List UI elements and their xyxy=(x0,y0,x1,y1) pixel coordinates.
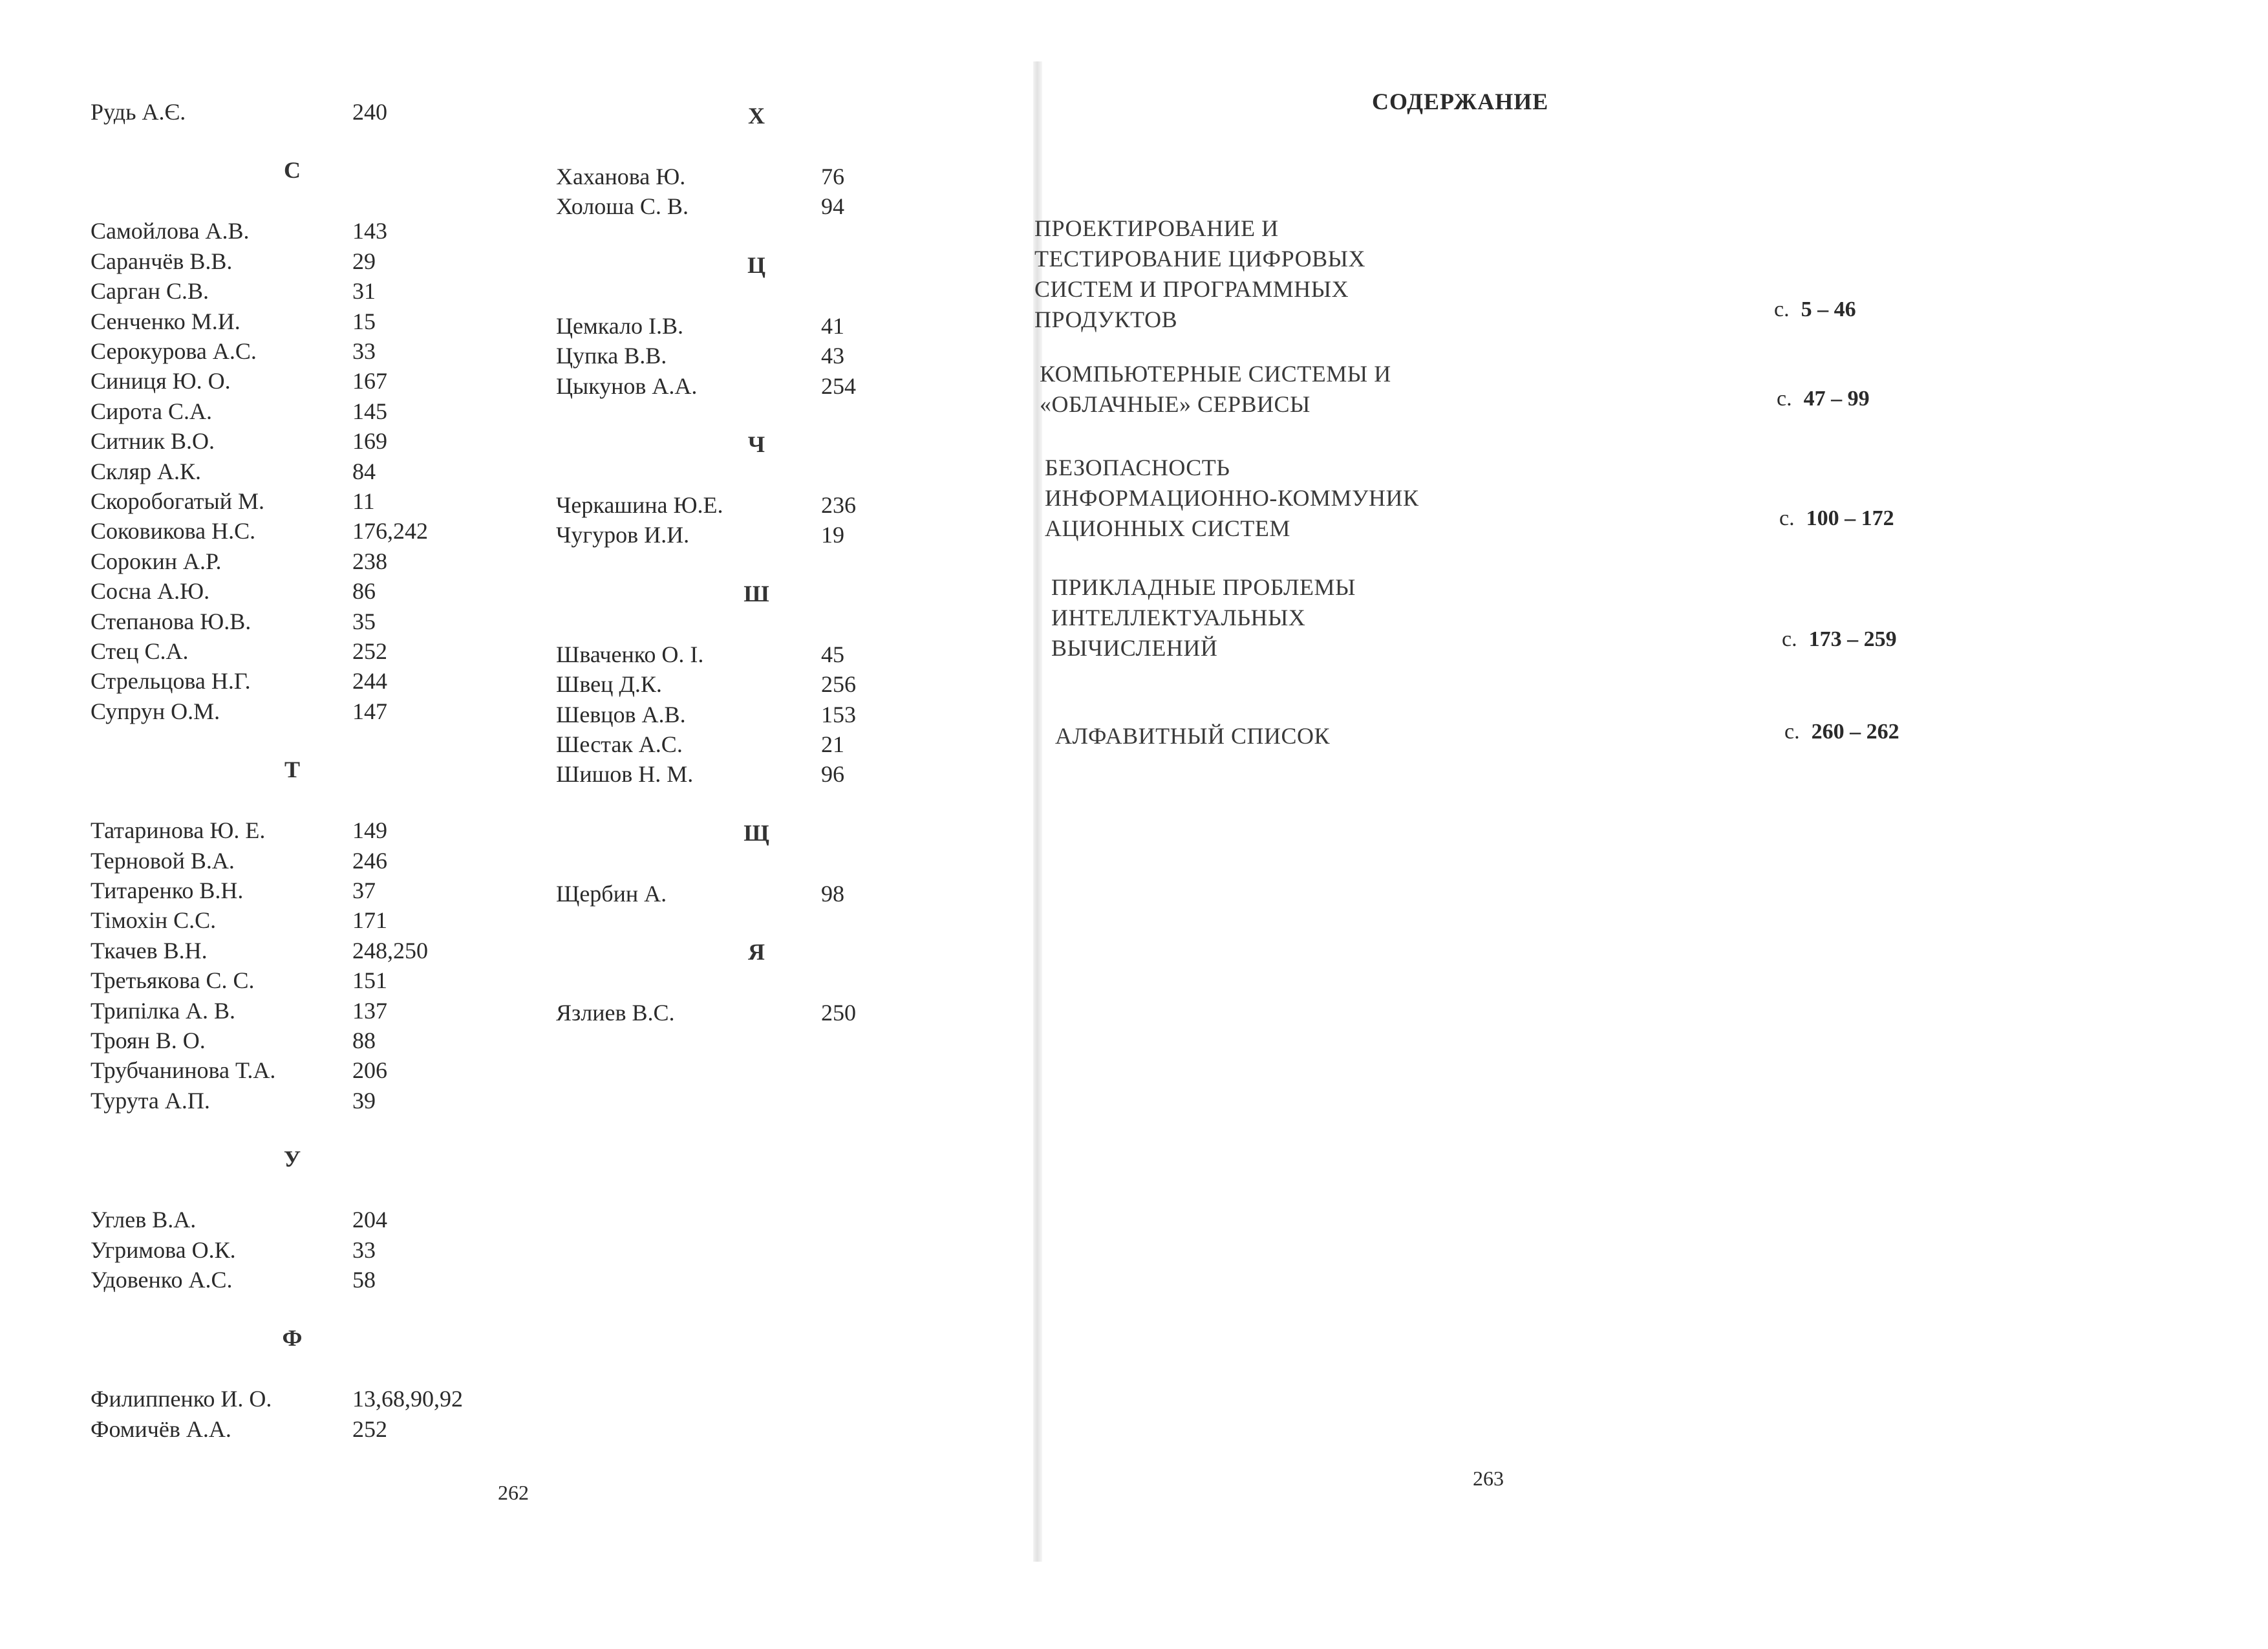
author-pages: 143 xyxy=(352,218,387,244)
index-letter-heading: С xyxy=(284,157,301,184)
index-entry xyxy=(91,1205,387,1234)
toc-page-range-value: 47 – 99 xyxy=(1803,387,1870,411)
toc-section-title-line: ПРОДУКТОВ xyxy=(1034,307,1178,332)
toc-page-range xyxy=(1779,506,1894,531)
author-name: Шестак А.С. xyxy=(556,731,683,757)
author-name: Саранчёв В.В. xyxy=(91,248,233,274)
author-pages: 31 xyxy=(352,278,376,305)
index-entry xyxy=(556,700,856,729)
author-pages: 45 xyxy=(821,641,844,667)
author-pages: 33 xyxy=(352,1236,376,1263)
index-entry xyxy=(91,546,387,576)
index-entry xyxy=(91,1265,376,1295)
author-pages: 37 xyxy=(352,878,376,903)
index-entry xyxy=(91,396,387,426)
author-pages: 88 xyxy=(352,1028,376,1053)
author-name: Синиця Ю. О. xyxy=(91,368,231,394)
index-entry xyxy=(91,905,387,935)
index-entry xyxy=(91,636,387,666)
index-entry xyxy=(556,162,844,191)
author-pages: 13,68,90,92 xyxy=(352,1386,463,1412)
author-name: Швец Д.К. xyxy=(556,671,662,698)
author-pages: 11 xyxy=(352,488,375,514)
author-name: Супрун О.М. xyxy=(91,698,220,724)
index-letter-heading: Ш xyxy=(744,580,769,607)
index-entry xyxy=(91,607,376,636)
index-entry xyxy=(91,666,387,696)
author-pages: 246 xyxy=(352,847,387,874)
author-pages: 43 xyxy=(821,343,844,369)
author-name: Степанова Ю.В. xyxy=(91,608,251,634)
index-entry xyxy=(91,936,428,965)
author-name: Серокурова А.С. xyxy=(91,338,257,364)
index-entry xyxy=(91,1086,376,1116)
author-pages: 153 xyxy=(821,701,856,727)
author-pages: 33 xyxy=(352,338,376,364)
author-pages: 254 xyxy=(821,372,856,399)
toc-page-prefix: с. xyxy=(1777,387,1792,411)
author-name: Стец С.А. xyxy=(91,638,189,664)
index-entry xyxy=(556,311,844,341)
toc-section-title-line: «ОБЛАЧНЫЕ» СЕРВИСЫ xyxy=(1040,391,1311,417)
author-pages: 58 xyxy=(352,1267,376,1293)
author-name: Трипілка А. В. xyxy=(91,997,236,1024)
author-name: Фомичёв А.А. xyxy=(91,1416,231,1442)
author-name: Стрельцова Н.Г. xyxy=(91,668,251,695)
index-letter-heading: Т xyxy=(284,757,300,783)
toc-section xyxy=(1034,213,1365,335)
author-pages: 250 xyxy=(821,1000,856,1026)
page-number-left: 262 xyxy=(498,1481,529,1504)
toc-section-title-line: ИНТЕЛЛЕКТУАЛЬНЫХ xyxy=(1051,605,1306,630)
author-pages: 147 xyxy=(352,698,387,724)
author-name: Титаренко В.Н. xyxy=(91,878,244,903)
author-name: Сирота С.А. xyxy=(91,398,212,424)
author-name: Удовенко А.С. xyxy=(91,1267,233,1293)
author-name: Холоша С. В. xyxy=(556,193,689,220)
index-entry xyxy=(91,876,376,905)
toc-page-range xyxy=(1782,627,1897,652)
author-pages: 151 xyxy=(352,967,387,994)
author-name: Троян В. О. xyxy=(91,1028,206,1053)
index-entry xyxy=(91,846,387,876)
index-entry xyxy=(91,486,375,516)
index-entry xyxy=(556,729,844,759)
index-entry xyxy=(91,815,387,845)
author-name: Самойлова А.В. xyxy=(91,218,250,244)
toc-page-range xyxy=(1774,297,1856,322)
index-entry xyxy=(556,669,856,699)
index-entry xyxy=(556,341,844,371)
toc-page-range xyxy=(1784,720,1899,744)
author-pages: 236 xyxy=(821,492,856,518)
author-name: Язлиев В.С. xyxy=(556,1000,675,1026)
index-letter-heading: Х xyxy=(748,103,765,129)
author-pages: 167 xyxy=(352,368,387,394)
index-entry xyxy=(91,336,376,366)
author-pages: 76 xyxy=(821,164,844,189)
index-entry xyxy=(91,696,387,726)
toc-title: СОДЕРЖАНИЕ xyxy=(1372,89,1549,114)
author-pages: 204 xyxy=(352,1207,387,1233)
author-pages: 171 xyxy=(352,907,387,934)
index-entry xyxy=(91,1414,387,1444)
index-entry xyxy=(91,457,376,486)
index-entry xyxy=(91,576,376,606)
author-pages: 248,250 xyxy=(352,937,428,964)
author-name: Хаханова Ю. xyxy=(556,164,686,189)
index-entry xyxy=(91,276,376,306)
author-name: Скляр А.К. xyxy=(91,458,202,484)
index-entry xyxy=(91,307,376,336)
toc-page-range-value: 260 – 262 xyxy=(1811,720,1899,744)
index-entry xyxy=(91,965,387,995)
toc-section-title-line: КОМПЬЮТЕРНЫЕ СИСТЕМЫ И xyxy=(1040,361,1391,387)
index-entry xyxy=(91,366,387,396)
toc-page-range-value: 173 – 259 xyxy=(1808,627,1897,651)
index-entry xyxy=(556,640,844,669)
index-entry xyxy=(91,1055,387,1085)
toc-page-prefix: с. xyxy=(1774,297,1790,321)
author-pages: 96 xyxy=(821,761,844,788)
index-entry xyxy=(91,1026,376,1055)
toc-page-prefix: с. xyxy=(1779,506,1795,530)
author-name: Ткачев В.Н. xyxy=(91,937,208,964)
author-name: Татаринова Ю. Е. xyxy=(91,817,266,844)
index-entry xyxy=(556,879,844,909)
index-entry xyxy=(91,996,387,1026)
author-name: Цупка В.В. xyxy=(556,343,667,369)
author-name: Сорокин А.Р. xyxy=(91,548,222,574)
toc-section xyxy=(1051,572,1356,663)
index-entry xyxy=(556,371,856,401)
author-name: Тімохін С.С. xyxy=(91,907,217,934)
index-letter-heading: У xyxy=(283,1146,301,1172)
toc-section-title-line: АЛФАВИТНЫЙ СПИСОК xyxy=(1055,723,1331,749)
author-name: Третьякова С. С. xyxy=(91,967,255,994)
author-pages: 35 xyxy=(352,608,376,634)
author-name: Ситник В.О. xyxy=(91,428,215,455)
author-name: Терновой В.А. xyxy=(91,847,235,874)
author-pages: 86 xyxy=(352,578,376,605)
index-entry xyxy=(91,1384,463,1414)
index-entry xyxy=(91,1235,376,1265)
author-pages: 176,242 xyxy=(352,518,428,544)
toc-page-range-value: 100 – 172 xyxy=(1806,506,1894,530)
author-pages: 94 xyxy=(821,193,844,220)
author-name: Шишов Н. М. xyxy=(556,761,694,788)
index-letter-heading: Ц xyxy=(747,252,765,278)
author-pages: 206 xyxy=(352,1057,387,1084)
toc-section-title-line: СИСТЕМ И ПРОГРАММНЫХ xyxy=(1034,276,1349,302)
author-pages: 240 xyxy=(352,99,387,125)
index-entry xyxy=(91,516,428,546)
toc-page-prefix: с. xyxy=(1784,720,1800,744)
toc-section-title-line: ПРИКЛАДНЫЕ ПРОБЛЕМЫ xyxy=(1051,574,1356,600)
author-name: Щербин А. xyxy=(556,880,667,907)
author-name: Соковикова Н.С. xyxy=(91,518,256,544)
index-entry xyxy=(556,998,856,1028)
author-pages: 84 xyxy=(352,458,376,484)
toc-section-title-line: ИНФОРМАЦИОННО-КОММУНИК xyxy=(1045,485,1419,511)
author-pages: 98 xyxy=(821,880,844,907)
author-name: Трубчанинова Т.А. xyxy=(91,1057,276,1084)
author-pages: 29 xyxy=(352,248,376,274)
author-pages: 169 xyxy=(352,428,387,455)
author-name: Турута А.П. xyxy=(91,1087,210,1114)
author-pages: 145 xyxy=(352,398,387,424)
author-pages: 15 xyxy=(352,308,376,334)
author-pages: 244 xyxy=(352,668,387,695)
toc-page-range-value: 5 – 46 xyxy=(1801,297,1856,321)
index-letter-heading: Я xyxy=(748,939,765,965)
index-entry xyxy=(556,191,844,221)
toc-section-title-line: ВЫЧИСЛЕНИЙ xyxy=(1051,635,1218,661)
toc-section-title-line: БЕЗОПАСНОСТЬ xyxy=(1045,455,1230,480)
author-pages: 137 xyxy=(352,997,387,1024)
index-entry xyxy=(91,216,387,246)
toc-page-range xyxy=(1777,387,1870,411)
index-entry xyxy=(91,246,376,276)
author-pages: 19 xyxy=(821,522,844,548)
author-name: Цыкунов А.А. xyxy=(556,372,698,399)
toc-section-title-line: ПРОЕКТИРОВАНИЕ И xyxy=(1034,215,1279,241)
toc-section xyxy=(1040,359,1391,420)
author-name: Рудь А.Є. xyxy=(91,99,186,125)
index-entry xyxy=(556,490,856,520)
index-entry xyxy=(556,520,844,550)
author-pages: 39 xyxy=(352,1087,376,1114)
author-name: Сосна А.Ю. xyxy=(91,578,210,605)
page-number-right: 263 xyxy=(1473,1467,1504,1490)
author-name: Сенченко М.И. xyxy=(91,308,241,334)
author-pages: 238 xyxy=(352,548,387,574)
author-pages: 149 xyxy=(352,817,387,844)
author-name: Цемкало І.В. xyxy=(556,312,683,339)
right-page xyxy=(1034,0,2268,1649)
author-name: Шваченко О. І. xyxy=(556,641,704,667)
author-name: Сарган С.В. xyxy=(91,278,209,305)
author-pages: 256 xyxy=(821,671,856,698)
index-entry xyxy=(556,759,844,789)
author-pages: 21 xyxy=(821,731,844,757)
author-name: Шевцов А.В. xyxy=(556,701,686,727)
author-name: Чугуров И.И. xyxy=(556,522,690,548)
index-entry xyxy=(91,97,387,127)
index-entry xyxy=(91,426,387,456)
author-name: Угримова О.К. xyxy=(91,1236,236,1263)
author-name: Углев В.А. xyxy=(91,1207,197,1233)
toc-section xyxy=(1045,453,1419,544)
left-page xyxy=(0,0,1034,1649)
author-pages: 41 xyxy=(821,312,844,339)
toc-section-title-line: АЦИОННЫХ СИСТЕМ xyxy=(1045,515,1290,541)
toc-section xyxy=(1055,721,1330,751)
index-letter-heading: Ч xyxy=(747,431,765,457)
index-letter-heading: Щ xyxy=(744,819,769,846)
author-name: Черкашина Ю.Е. xyxy=(556,492,723,518)
author-pages: 252 xyxy=(352,638,387,664)
author-name: Филиппенко И. О. xyxy=(91,1386,272,1412)
toc-section-title-line: ТЕСТИРОВАНИЕ ЦИФРОВЫХ xyxy=(1034,246,1365,272)
toc-page-prefix: с. xyxy=(1782,627,1797,651)
author-name: Скоробогатый М. xyxy=(91,488,264,514)
author-pages: 252 xyxy=(352,1416,387,1442)
index-letter-heading: Ф xyxy=(282,1325,303,1352)
